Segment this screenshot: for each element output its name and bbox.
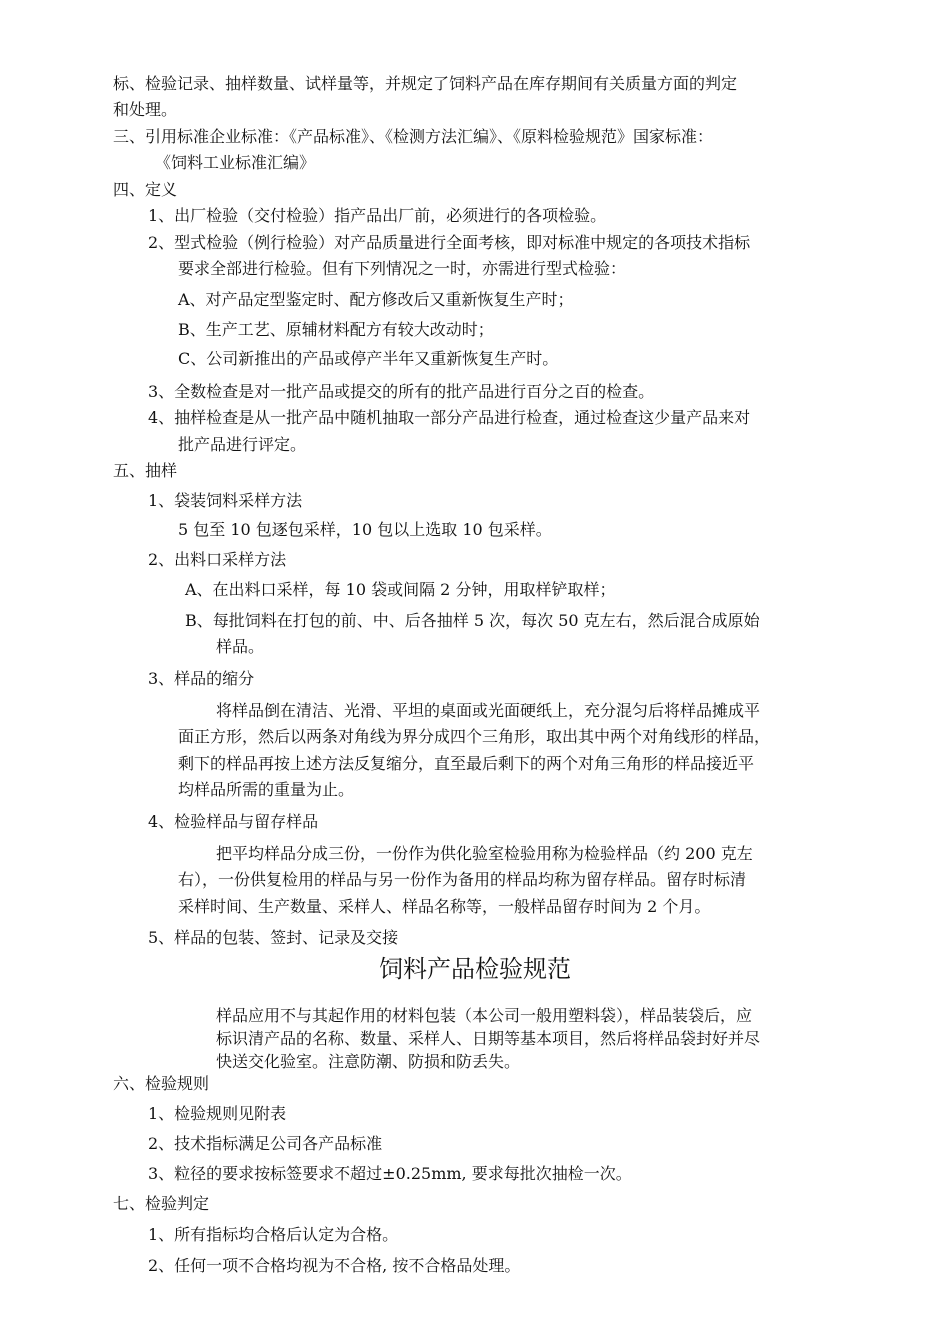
text-line: 标识清产品的名称、数量、采样人、日期等基本项目，然后将样品袋封好并尽	[216, 1029, 761, 1048]
text-line: 1、检验规则见附表	[148, 1104, 287, 1123]
text-line: 《饲料工业标准汇编》	[155, 153, 316, 172]
text-line: 和处理。	[113, 100, 178, 119]
text-line: 3、全数检查是对一批产品或提交的所有的批产品进行百分之百的检查。	[148, 382, 655, 401]
text-line: 右），一份供复检用的样品与另一份作为备用的样品均称为留存样品。留存时标清	[178, 870, 747, 889]
text-line: 要求全部进行检验。但有下列情况之一时，亦需进行型式检验：	[178, 259, 627, 278]
section-heading-6: 六、检验规则	[113, 1074, 210, 1093]
text-line: 1、所有指标均合格后认定为合格。	[148, 1225, 399, 1244]
list-item: B、生产工艺、原辅材料配方有较大改动时；	[178, 320, 494, 339]
section-heading-3: 三、引用标准企业标准：《产品标准》、《检测方法汇编》、《原料检验规范》国家标准：	[113, 127, 714, 146]
text-line: 把平均样品分成三份，一份作为供化验室检验用称为检验样品（约 200 克左	[216, 844, 753, 863]
text-line: 剩下的样品再按上述方法反复缩分，直至最后剩下的两个对角三角形的样品接近平	[178, 754, 755, 773]
text-line: 2、型式检验（例行检验）对产品质量进行全面考核，即对标准中规定的各项技术指标	[148, 233, 751, 252]
text-line: 4、抽样检查是从一批产品中随机抽取一部分产品进行检查，通过检查这少量产品来对	[148, 408, 751, 427]
list-item: A、在出料口采样，每 10 袋或间隔 2 分钟，用取样铲取样；	[185, 580, 616, 599]
list-item: C、公司新推出的产品或停产半年又重新恢复生产时。	[178, 349, 559, 368]
text-line: 5 包至 10 包逐包采样，10 包以上选取 10 包采样。	[178, 520, 552, 539]
text-line: 2、技术指标满足公司各产品标准	[148, 1134, 383, 1153]
text-line: 样品。	[216, 637, 265, 656]
text-line: 2、任何一项不合格均视为不合格, 按不合格品处理。	[148, 1256, 521, 1275]
text-line: 采样时间、生产数量、采样人、样品名称等，一般样品留存时间为 2 个月。	[178, 897, 711, 916]
list-item: A、对产品定型鉴定时、配方修改后又重新恢复生产时；	[178, 290, 574, 309]
text-line: 样品应用不与其起作用的材料包装（本公司一般用塑料袋），样品装袋后，应	[216, 1006, 753, 1025]
text-line: 2、出料口采样方法	[148, 550, 287, 569]
text-line: 5、样品的包装、签封、记录及交接	[148, 928, 399, 947]
text-line: 面正方形，然后以两条对角线为界分成四个三角形，取出其中两个对角线形的样品，	[178, 727, 771, 746]
text-line: 均样品所需的重量为止。	[178, 780, 355, 799]
list-item: B、每批饲料在打包的前、中、后各抽样 5 次，每次 50 克左右，然后混合成原始	[185, 611, 760, 630]
page-title: 饲料产品检验规范	[379, 955, 571, 983]
section-heading-7: 七、检验判定	[113, 1194, 210, 1213]
section-heading-5: 五、抽样	[113, 461, 178, 480]
text-line: 批产品进行评定。	[178, 435, 307, 454]
text-line: 标、检验记录、抽样数量、试样量等，并规定了饲料产品在库存期间有关质量方面的判定	[113, 74, 738, 93]
text-line: 将样品倒在清洁、光滑、平坦的桌面或光面硬纸上，充分混匀后将样品摊成平	[216, 701, 761, 720]
text-line: 1、袋装饲料采样方法	[148, 491, 303, 510]
text-line: 快送交化验室。注意防潮、防损和防丢失。	[216, 1052, 521, 1071]
text-line: 4、检验样品与留存样品	[148, 812, 319, 831]
text-line: 3、粒径的要求按标签要求不超过±0.25mm, 要求每批次抽检一次。	[148, 1164, 632, 1183]
text-line: 3、样品的缩分	[148, 669, 255, 688]
text-line: 1、出厂检验（交付检验）指产品出厂前，必须进行的各项检验。	[148, 206, 607, 225]
section-heading-4: 四、定义	[113, 180, 178, 199]
